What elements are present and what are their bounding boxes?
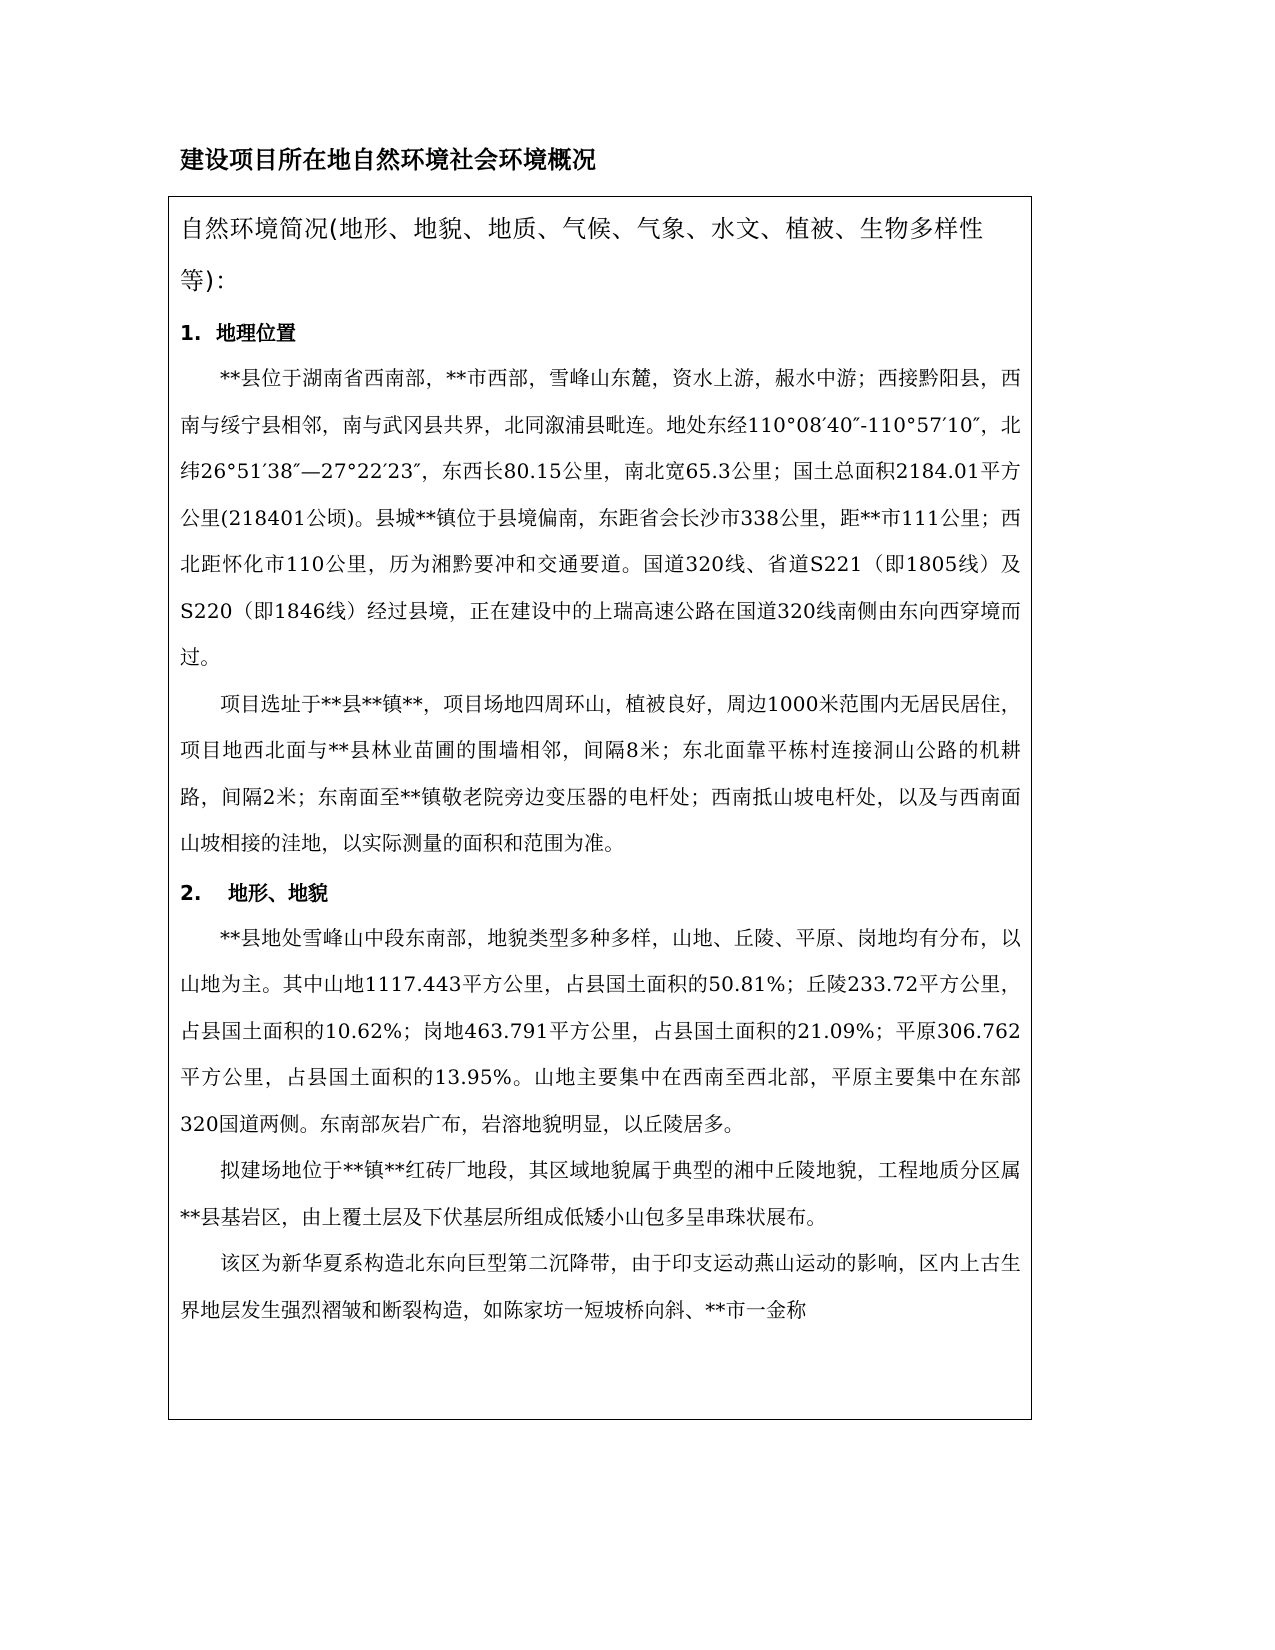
box-heading: 自然环境简况(地形、地貌、地质、气候、气象、水文、植被、生物多样性等)： <box>180 215 984 295</box>
section-title: 地理位置 <box>216 321 296 345</box>
paragraph: **县地处雪峰山中段东南部，地貌类型多种多样，山地、丘陵、平原、岗地均有分布，以山地为主。其中山地1117.443平方公里，占县国土面积的50.81%；丘陵233.72平方公里，占县国土面积的10.62%；岗地463.791平方公里，占县国土面积的21.09%；平原306.762平方公里，占县国土面积的13.95%。山地主要集中在西南至西北部，平原主要集中在东部320国道两侧。东南部灰岩广布，岩溶地貌明显，以丘陵居多。 <box>180 925 1021 1136</box>
section-number: 2. <box>180 880 202 905</box>
page-title: 建设项目所在地自然环境社会环境概况 <box>180 146 597 174</box>
paragraph: **县位于湖南省西南部，**市西部，雪峰山东麓，资水上游，赧水中游；西接黔阳县，西南与绥宁县相邻，南与武冈县共界，北同溆浦县毗连。地处东经110°08′40″-110°57′10″，北纬26°51′38″—27°22′23″，东西长80.15公里，南北宽65.3公里；国土总面积2184.01平方公里(218401公顷)。县城**镇位于县境偏南，东距省会长沙市338公里，距**市111公里；西北距怀化市110公里，历为湘黔要冲和交通要道。国道320线、省道S221（即1805线）及S220（即1846线）经过县境，正在建设中的上瑞高速公路在国道320线南侧由东向西穿境而过。 <box>180 366 1021 669</box>
section-heading <box>180 871 1021 915</box>
content-table-cell <box>168 196 1032 1420</box>
section-terrain-landform <box>180 871 1021 1334</box>
section-number: 1. <box>180 321 202 345</box>
section-geographic-location <box>180 311 1021 867</box>
paragraph: 该区为新华夏系构造北东向巨型第二沉降带，由于印支运动燕山运动的影响，区内上古生界地层发生强烈褶皱和断裂构造，如陈家坊一短坡桥向斜、**市一金称 <box>180 1251 1021 1322</box>
paragraph: 拟建场地位于**镇**红砖厂地段，其区域地貌属于典型的湘中丘陵地貌，工程地质分区属**县基岩区，由上覆土层及下伏基层所组成低矮小山包多呈串珠状展布。 <box>180 1158 1021 1229</box>
section-title: 地形、地貌 <box>228 880 328 905</box>
paragraph: 项目选址于**县**镇**，项目场地四周环山，植被良好，周边1000米范围内无居民居住，项目地西北面与**县林业苗圃的围墙相邻，间隔8米；东北面靠平栋村连接洞山公路的机耕路，间隔2米；东南面至**镇敬老院旁边变压器的电杆处；西南抵山坡电杆处，以及与西南面山坡相接的洼地，以实际测量的面积和范围为准。 <box>180 691 1021 855</box>
section-heading <box>180 311 1021 355</box>
